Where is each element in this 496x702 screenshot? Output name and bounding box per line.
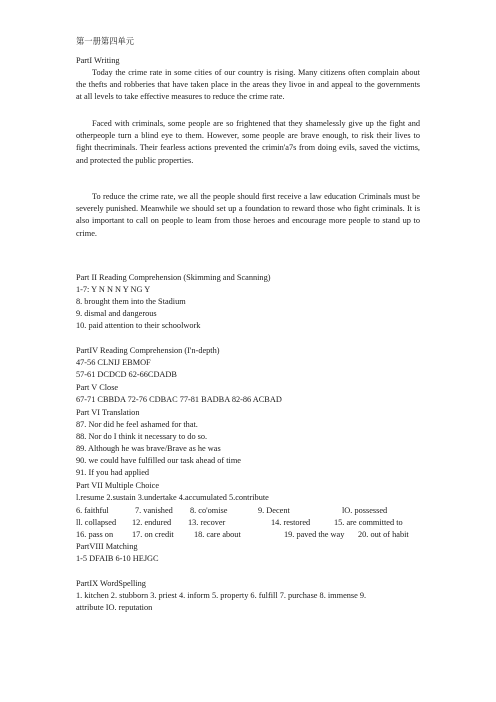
- part4-line-1: 47-56 CLNIJ EBMOF: [76, 358, 151, 367]
- part1-paragraph-3: To reduce the crime rate, we all the people should first receive a law education Criminals must be severely punished. Meanwhile we should set up a foundation to reward those who fight criminals. It is also important to call on people to leam from those heroes and encourage more people to stand up to crime.: [76, 192, 420, 238]
- answer-13: 13. recover: [188, 518, 226, 527]
- unit-header: 第一册第四单元: [76, 37, 135, 46]
- part1-title: PartI Writing: [76, 56, 120, 65]
- part2-line-4: 10. paid attention to their schoolwork: [76, 321, 201, 330]
- translation-91: 91. If you had applied: [76, 468, 150, 477]
- part8-line-1: 1-5 DFAIB 6-10 HEJGC: [76, 554, 159, 563]
- part5-line-1: 67-71 CBBDA 72-76 CDBAC 77-81 BADBA 82-86 ACBAD: [76, 395, 282, 404]
- translation-90: 90. we could have fulfilled our task ahead of time: [76, 456, 241, 465]
- part9-line-1: 1. kitchen 2. stubborn 3. priest 4. inform 5. property 6. fulfill 7. purchase 8. immense 9.: [76, 591, 367, 600]
- part1-paragraph-1: Today the crime rate in some cities of our country is rising. Many citizens often complain about the thefts and robberies that have taken place in the areas they livoe in and appeal to the governments at all levels to take effective measures to reduce the crime rate.: [76, 68, 420, 102]
- part2-title: Part II Reading Comprehension (Skimming and Scanning): [76, 273, 271, 282]
- answer-18: 18. care about: [194, 530, 241, 539]
- part2-line-1: 1-7: Y N N N Y NG Y: [76, 285, 151, 294]
- answer-15: 15. are committed to: [334, 518, 403, 527]
- part7-title: Part VII Multiple Choice: [76, 481, 160, 490]
- part9-line-2: attribute IO. reputation: [76, 603, 153, 612]
- part2-line-2: 8. brought them into the Stadium: [76, 297, 186, 306]
- translation-88: 88. Nor do I think it necessary to do so.: [76, 432, 208, 441]
- answer-10: lO. possessed: [342, 506, 388, 515]
- answer-16: 16. pass on: [76, 530, 114, 539]
- answer-20: 20. out of habit: [358, 530, 409, 539]
- answer-6: 6. faithful: [76, 506, 109, 515]
- answer-7: 7. vanished: [135, 506, 173, 515]
- translation-87: 87. Nor did he feel ashamed for that.: [76, 420, 198, 429]
- answer-14: 14. restored: [271, 518, 311, 527]
- part5-title: Part V Close: [76, 383, 119, 392]
- answer-9: 9. Decent: [258, 506, 290, 515]
- answer-11: ll. collapsed: [76, 518, 117, 527]
- part6-title: Part VI Translation: [76, 408, 140, 417]
- part8-title: PartVIII Matching: [76, 542, 138, 551]
- answer-12: 12. endured: [132, 518, 172, 527]
- part9-title: PartIX WordSpelling: [76, 579, 146, 588]
- part4-line-2: 57-61 DCDCD 62-66CDADB: [76, 370, 177, 379]
- answer-8: 8. co'omise: [190, 506, 228, 515]
- part7-line-1: l.resume 2.sustain 3.undertake 4.accumulated 5.contribute: [76, 493, 269, 502]
- part4-title: PartIV Reading Comprehension (I'n-depth): [76, 346, 220, 355]
- answer-19: 19. paved the way: [284, 530, 345, 539]
- translation-89: 89. Although he was brave/Brave as he was: [76, 444, 221, 453]
- part1-paragraph-2: Faced with criminals, some people are so frightened that they shamelessly give up the fight and otherpeople turn a blind eye to them. However, some people are brave enough, to risk their lives to fight thecriminals. Their fearless actions prevented the crimin'a7s from doing evils, saved the victims, and protected the public properties.: [76, 119, 420, 165]
- part2-line-3: 9. dismal and dangerous: [76, 309, 157, 318]
- answer-17: 17. on credit: [132, 530, 174, 539]
